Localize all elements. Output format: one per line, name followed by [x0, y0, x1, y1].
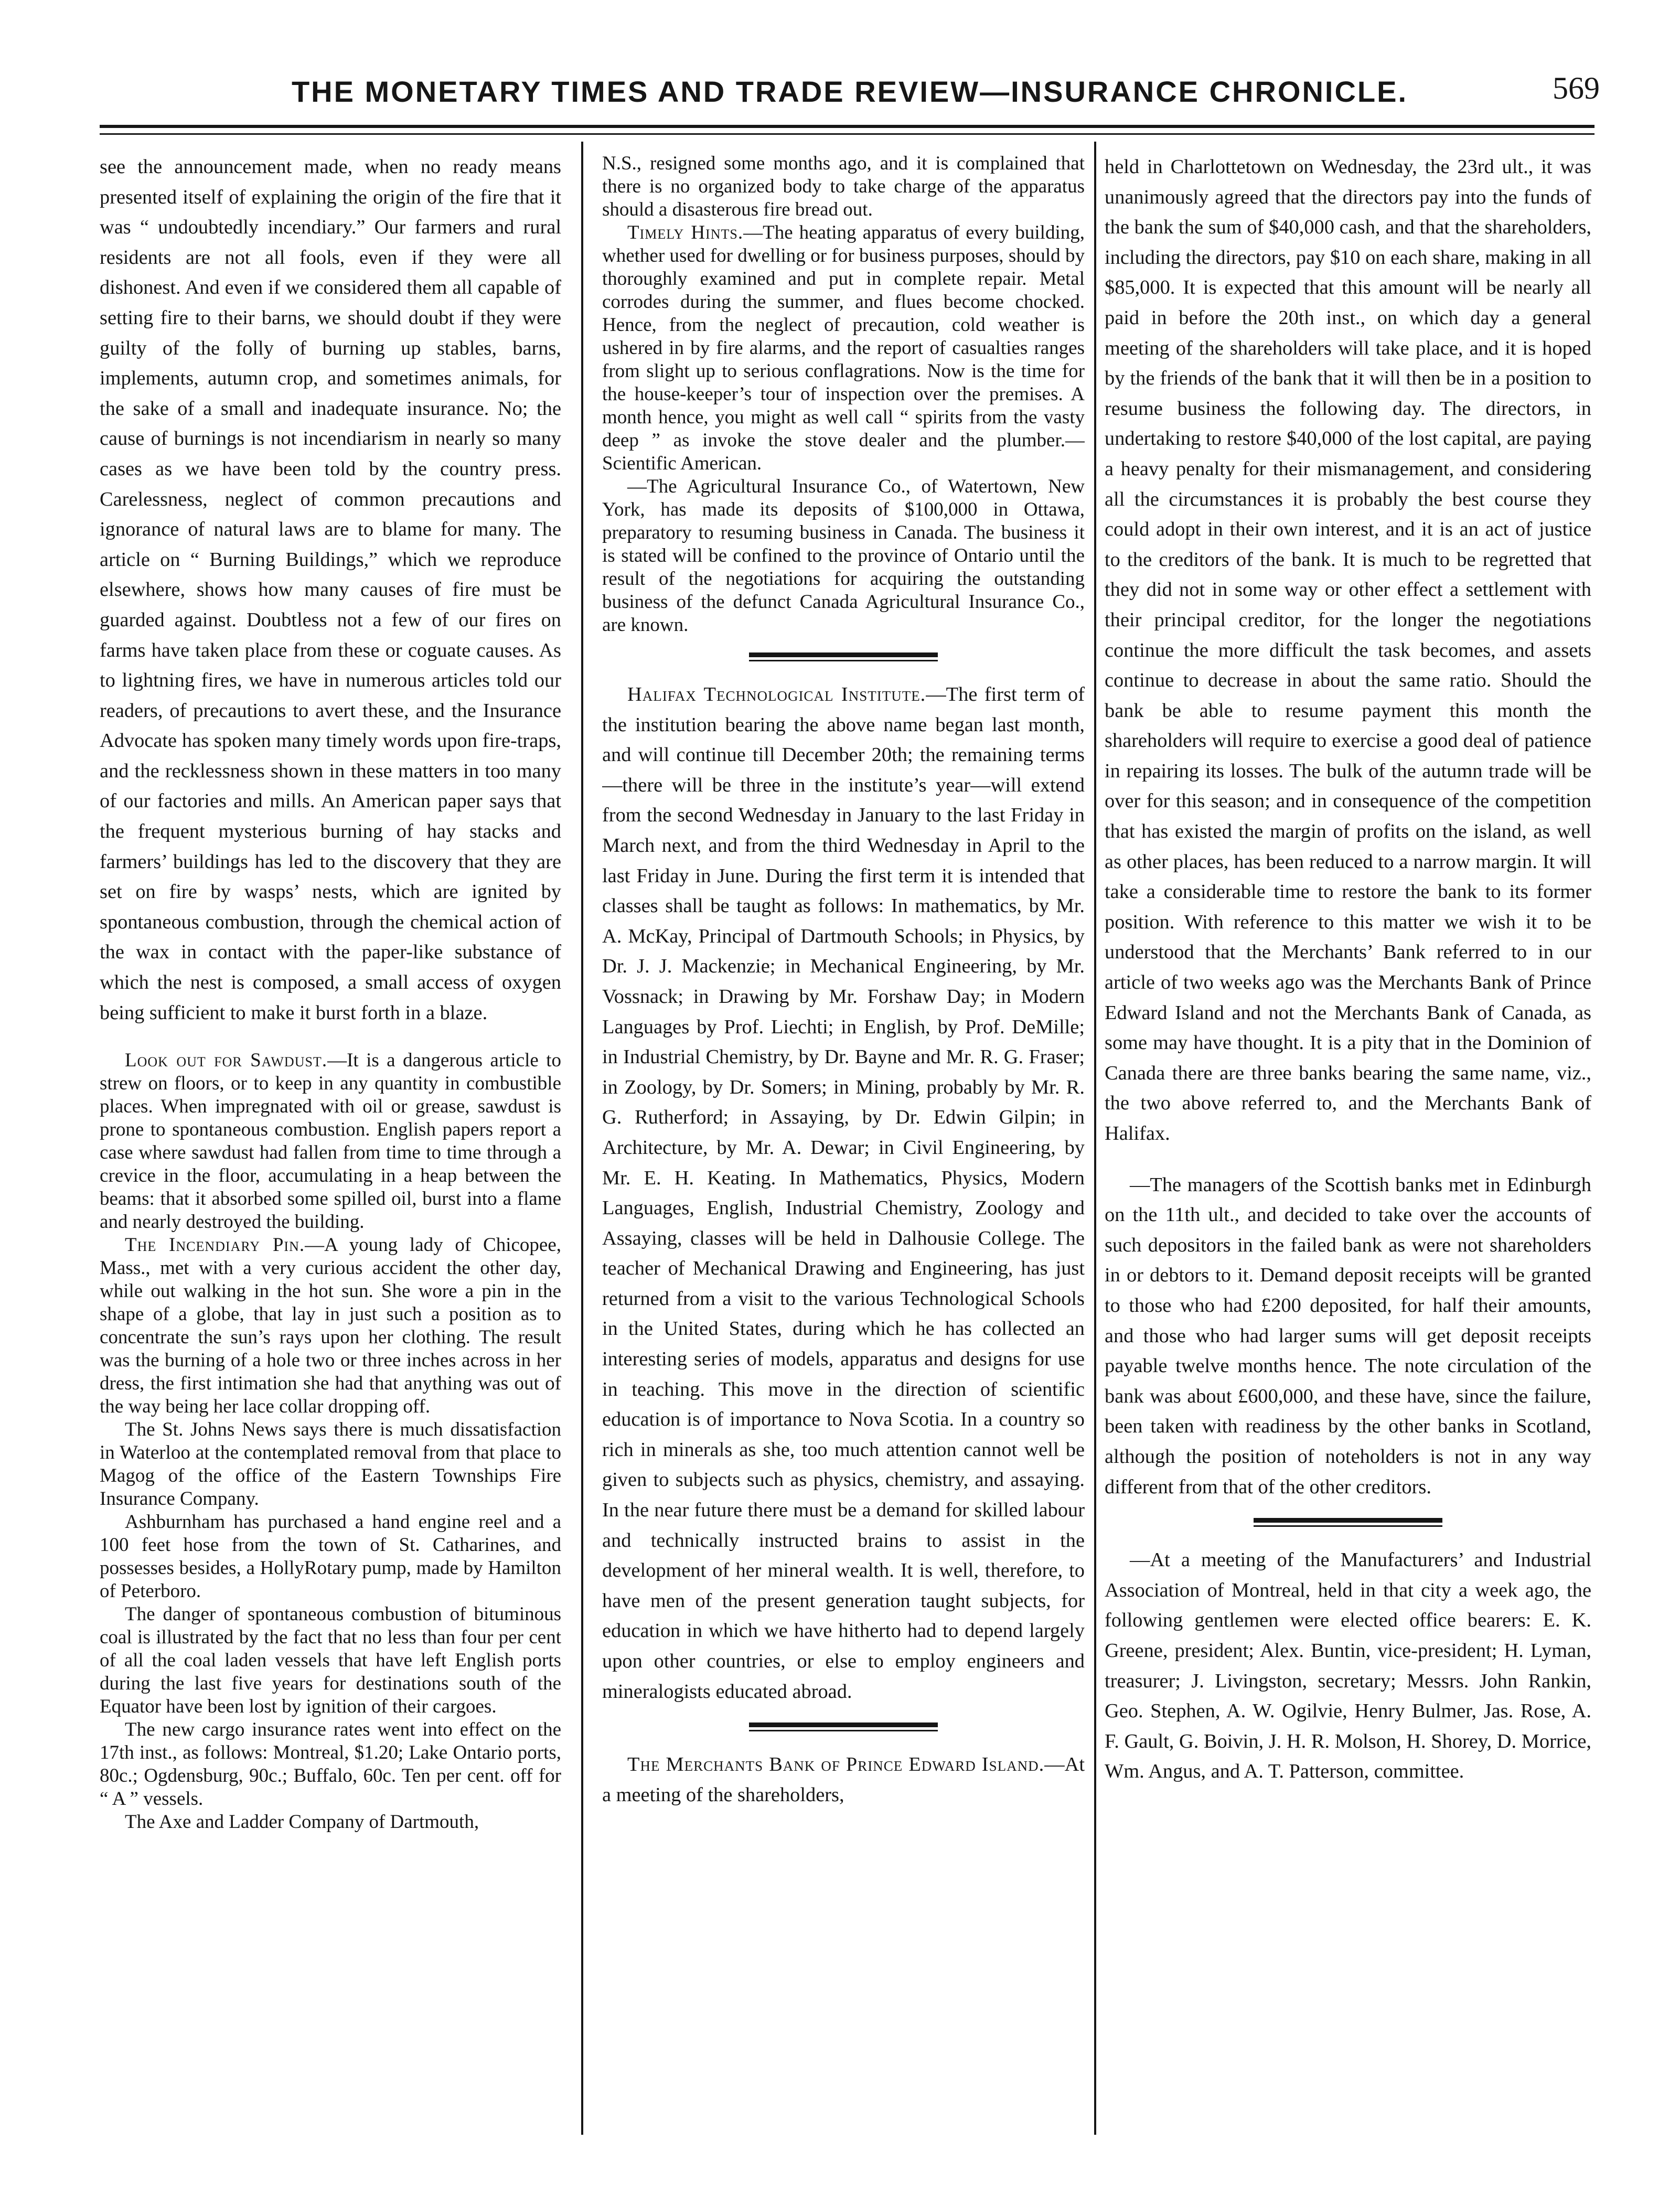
article-body: —A young lady of Chicopee, Mass., met with a very curious accident the other day, while out walking in the hot sun. She wore a pin in the shape of a globe, that lay in just such a position as to concentrate the sun’s rays upon her clothing. The result was the burning of a hole two or three inches across in her dress, the first intimation she had that anything was out of the way being her lace collar dropping off.: [100, 1234, 561, 1418]
column-2: [602, 152, 1085, 2140]
article-scottish-banks: —The managers of the Scottish banks met in Edinburgh on the 11th ult., and decided to take over the accounts of such depositors in the failed bank as were not shareholders in or debtors to it. Demand deposit receipts will be granted to those who had £200 deposited, for half their amounts, and those who had larger sums will get deposit receipts payable twelve months hence. The note circulation of the bank was about £600,000, and these have, since the failure, been taken with readiness by the other banks in Scotland, although the position of noteholders is not in any way different from that of the other creditors.: [1105, 1173, 1591, 1498]
article-heading: The Incendiary Pin.: [125, 1234, 305, 1256]
section-divider: [1254, 1518, 1442, 1529]
article-cargo-rates: The new cargo insurance rates went into effect on the 17th inst., as follows: Montreal, $1.20; Lake Ontario ports, 80c.; Ogdensburg, 90c.; Buffalo, 60c. Ten per cent. off for “ A ” vessels.: [100, 1719, 561, 1810]
article-coal: The danger of spontaneous combustion of bituminous coal is illustrated by the fact that no less than four per cent of all the coal laden vessels that have left English ports during the last five years for destinations south of the Equator have been lost by ignition of their cargoes.: [100, 1603, 561, 1718]
article-ashburnham: Ashburnham has purchased a hand engine reel and a 100 feet hose from the town of St. Catharines, and possesses besides, a HollyRotary pump, made by Hamilton of Peterboro.: [100, 1511, 561, 1602]
column-rule-right: [1094, 142, 1096, 2135]
masthead: [94, 63, 1605, 115]
section-divider: [749, 1722, 938, 1734]
article-waterloo: The St. Johns News says there is much dissatisfaction in Waterloo at the contemplated removal from that place to Magog of the office of the Eastern Townships Fire Insurance Company.: [100, 1419, 561, 1510]
section-divider: [749, 652, 938, 664]
article-timely-hints: [602, 221, 1085, 475]
article-heading: Timely Hints.: [627, 222, 744, 243]
article-body: —At a meeting of the shareholders,: [602, 1753, 1085, 1806]
article-incendiary-pin: [100, 1234, 561, 1418]
article-heading: Halifax Technological Institute.: [627, 683, 926, 705]
article-body: —The first term of the institution bearing the above name began last month, and will continue till December 20th; the remaining terms—there will be three in the institute’s year—will extend from the second Wednesday in January to the last Friday in March next, and from the third Wednesday in April to the last Friday in June. During the first term it is intended that classes shall be taught as follows: In mathematics, by Mr. A. McKay, Principal of Dartmouth Schools; in Physics, by Dr. J. J. Mackenzie; in Mechanical Engineering, by Mr. Vossnack; in Drawing by Mr. Forshaw Day; in Modern Languages by Prof. Liechti; in English, by Prof. DeMille; in Industrial Chemistry, by Dr. Bayne and Mr. R. G. Fraser; in Zoology, by Dr. Somers; in Mining, probably by Mr. R. G. Rutherford; in Assaying, by Dr. Edwin Gilpin; in Architecture, by Mr. A. Dewar; in Civil Engineering, by Mr. E. H. Keating. In Mathematics, Physics, Modern Languages, English, Industrial Chemistry, Zoology and Assaying, classes will be held in Dalhousie College. The teacher of Mechanical Drawing and Engineering, has just returned from a visit to the various Technological Schools in the United States, during which he has collected an interesting series of models, apparatus and designs for use in teaching. This move in the direction of scientific education is of importance to Nova Scotia. In a country so rich in minerals as she, too much attention cannot well be given to subjects such as physics, chemistry, and assaying. In the near future there must be a demand for skilled labour and technically instructed brains to assist in the development of her mineral wealth. It is well, therefore, to have men of the present generation taught subjects, for education in which we have hitherto had to depend largely upon other countries, or else to employ engineers and mineralogists educated abroad.: [602, 683, 1085, 1703]
article-heading: The Merchants Bank of Prince Edward Island.: [627, 1753, 1045, 1776]
header-rule-thick: [100, 125, 1595, 128]
header-rule-thin: [100, 133, 1595, 135]
column-rule-left: [581, 142, 583, 2135]
article-agricultural-insurance: —The Agricultural Insurance Co., of Watertown, New York, has made its deposits of $100,000 in Ottawa, preparatory to resuming business in Canada. The business it is stated will be confined to the province of Ontario until the result of the negotiations for acquiring the outstanding business of the defunct Canada Agricultural Insurance Co., are known.: [602, 476, 1085, 636]
article-body: —It is a dangerous article to strew on floors, or to keep in any quantity in combustible places. When impregnated with oil or grease, sawdust is prone to spontaneous combustion. English papers report a case where sawdust had fallen from time to time through a crevice in the floor, accumulating in a heap between the beams: that it absorbed some spilled oil, burst into a flame and nearly destroyed the building.: [100, 1050, 561, 1233]
article-body: —The heating apparatus of every building, whether used for dwelling or for business purposes, should by thoroughly examined and put in complete repair. Metal corrodes during the summer, and flues become chocked. Hence, from the neglect of precaution, cold weather is ushered in by fire alarms, and the report of casualties ranges from slight up to serious conflagrations. Now is the time for the house-keeper’s tour of inspection over the premises. A month hence, you might as well call “ spirits from the vasty deep ” as invoke the stove dealer and the plumber.—Scientific American.: [602, 222, 1085, 474]
article-heading: Look out for Sawdust.: [125, 1050, 328, 1072]
article-merchants-bank-cont: held in Charlottetown on Wednesday, the 23rd ult., it was unanimously agreed that the directors pay into the funds of the bank the sum of $40,000 cash, and that the shareholders, including the directors, pay $10 on each share, making in all $85,000. It is expected that this amount will be nearly all paid in before the 20th inst., on which day a general meeting of the shareholders will take place, and it is hoped by the friends of the bank that it will then be in a position to resume business the following day. The directors, in undertaking to restore $40,000 of the lost capital, are paying a heavy penalty for their mismanagement, and considering all the circumstances it is probably the best course they could adopt in their own interest, and it is an act of justice to the creditors of the bank. It is much to be regretted that they did not in some way or other effect a settlement with their principal creditor, for the longer the negotiations continue the more difficult the task becomes, and assets continue to decrease in about the same ratio. Should the bank be able to resume payment this month the shareholders will require to exercise a good deal of patience in repairing its losses. The bulk of the autumn trade will be over for this season; and in consequence of the competition that has existed the margin of profits on the island, as well as other places, has been reduced to a narrow margin. It will take a considerable time to restore the bank to its former position. With reference to this matter we wish it to be understood that the Merchants’ Bank referred to in our article of two weeks ago was the Merchants Bank of Prince Edward Island and not the Merchants Bank of Canada, as some may have thought. It is a pity that in the Dominion of Canada there are three banks bearing the same name, viz., the two above referred to, and the Merchants Bank of Halifax.: [1105, 156, 1591, 1144]
article-merchants-bank: [602, 1750, 1085, 1810]
article-manufacturers-association: —At a meeting of the Manufacturers’ and Industrial Association of Montreal, held in that city a week ago, the following gentlemen were elected office bearers: E. K. Greene, president; Alex. Buntin, vice-president; H. Lyman, treasurer; J. Livingston, secretary; Messrs. John Rankin, Geo. Stephen, A. W. Ogilvie, Henry Bulmer, Jas. Rose, A. F. Gault, G. Boivin, J. H. R. Molson, H. Shorey, D. Morrice, Wm. Angus, and A. T. Patterson, committee.: [1105, 1549, 1591, 1783]
page-title: THE MONETARY TIMES AND TRADE REVIEW—INSURANCE CHRONICLE.: [291, 75, 1408, 108]
article-sawdust: [100, 1049, 561, 1234]
article-axe-ladder-cont: N.S., resigned some months ago, and it is complained that there is no organized body to take charge of the apparatus should a disasterous fire bread out.: [602, 153, 1085, 220]
article-axe-ladder: The Axe and Ladder Company of Dartmouth,: [125, 1811, 479, 1833]
article-halifax-institute: [602, 680, 1085, 1707]
column-3: [1105, 152, 1591, 2140]
article-farm-fires: see the announcement made, when no ready means presented itself of explaining the origin of the fire that it was “ undoubtedly incendiary.” Our farmers and rural residents are not all fools, even if they were all dishonest. And even if we considered them all capable of setting fire to their barns, we should doubt if they were guilty of the folly of burning up stables, barns, implements, autumn crop, and sometimes animals, for the sake of a small and inadequate insurance. No; the cause of burnings is not incendiarism in nearly so many cases as we have been told by the country press. Carelessness, neglect of common precautions and ignorance of natural laws are to blame for many. The article on “ Burning Buildings,” which we reproduce elsewhere, shows how many causes of fire must be guarded against. Doubtless not a few of our fires on farms have taken place from these or coguate causes. As to lightning fires, we have in numerous articles told our readers, of precautions to avert these, and the Insurance Advocate has spoken many timely words upon fire-traps, and the recklessness shown in these matters in too many of our factories and mills. An American paper says that the frequent mysterious burning of hay stacks and farmers’ buildings has led to the discovery that they are set on fire by wasps’ nests, which are ignited by spontaneous combustion, through the chemical action of the wax in contact with the paper-like substance of which the nest is composed, a small access of oxygen being sufficient to make it burst forth in a blaze.: [100, 156, 561, 1024]
page-number: 569: [1553, 71, 1600, 105]
column-1: [100, 152, 561, 2140]
